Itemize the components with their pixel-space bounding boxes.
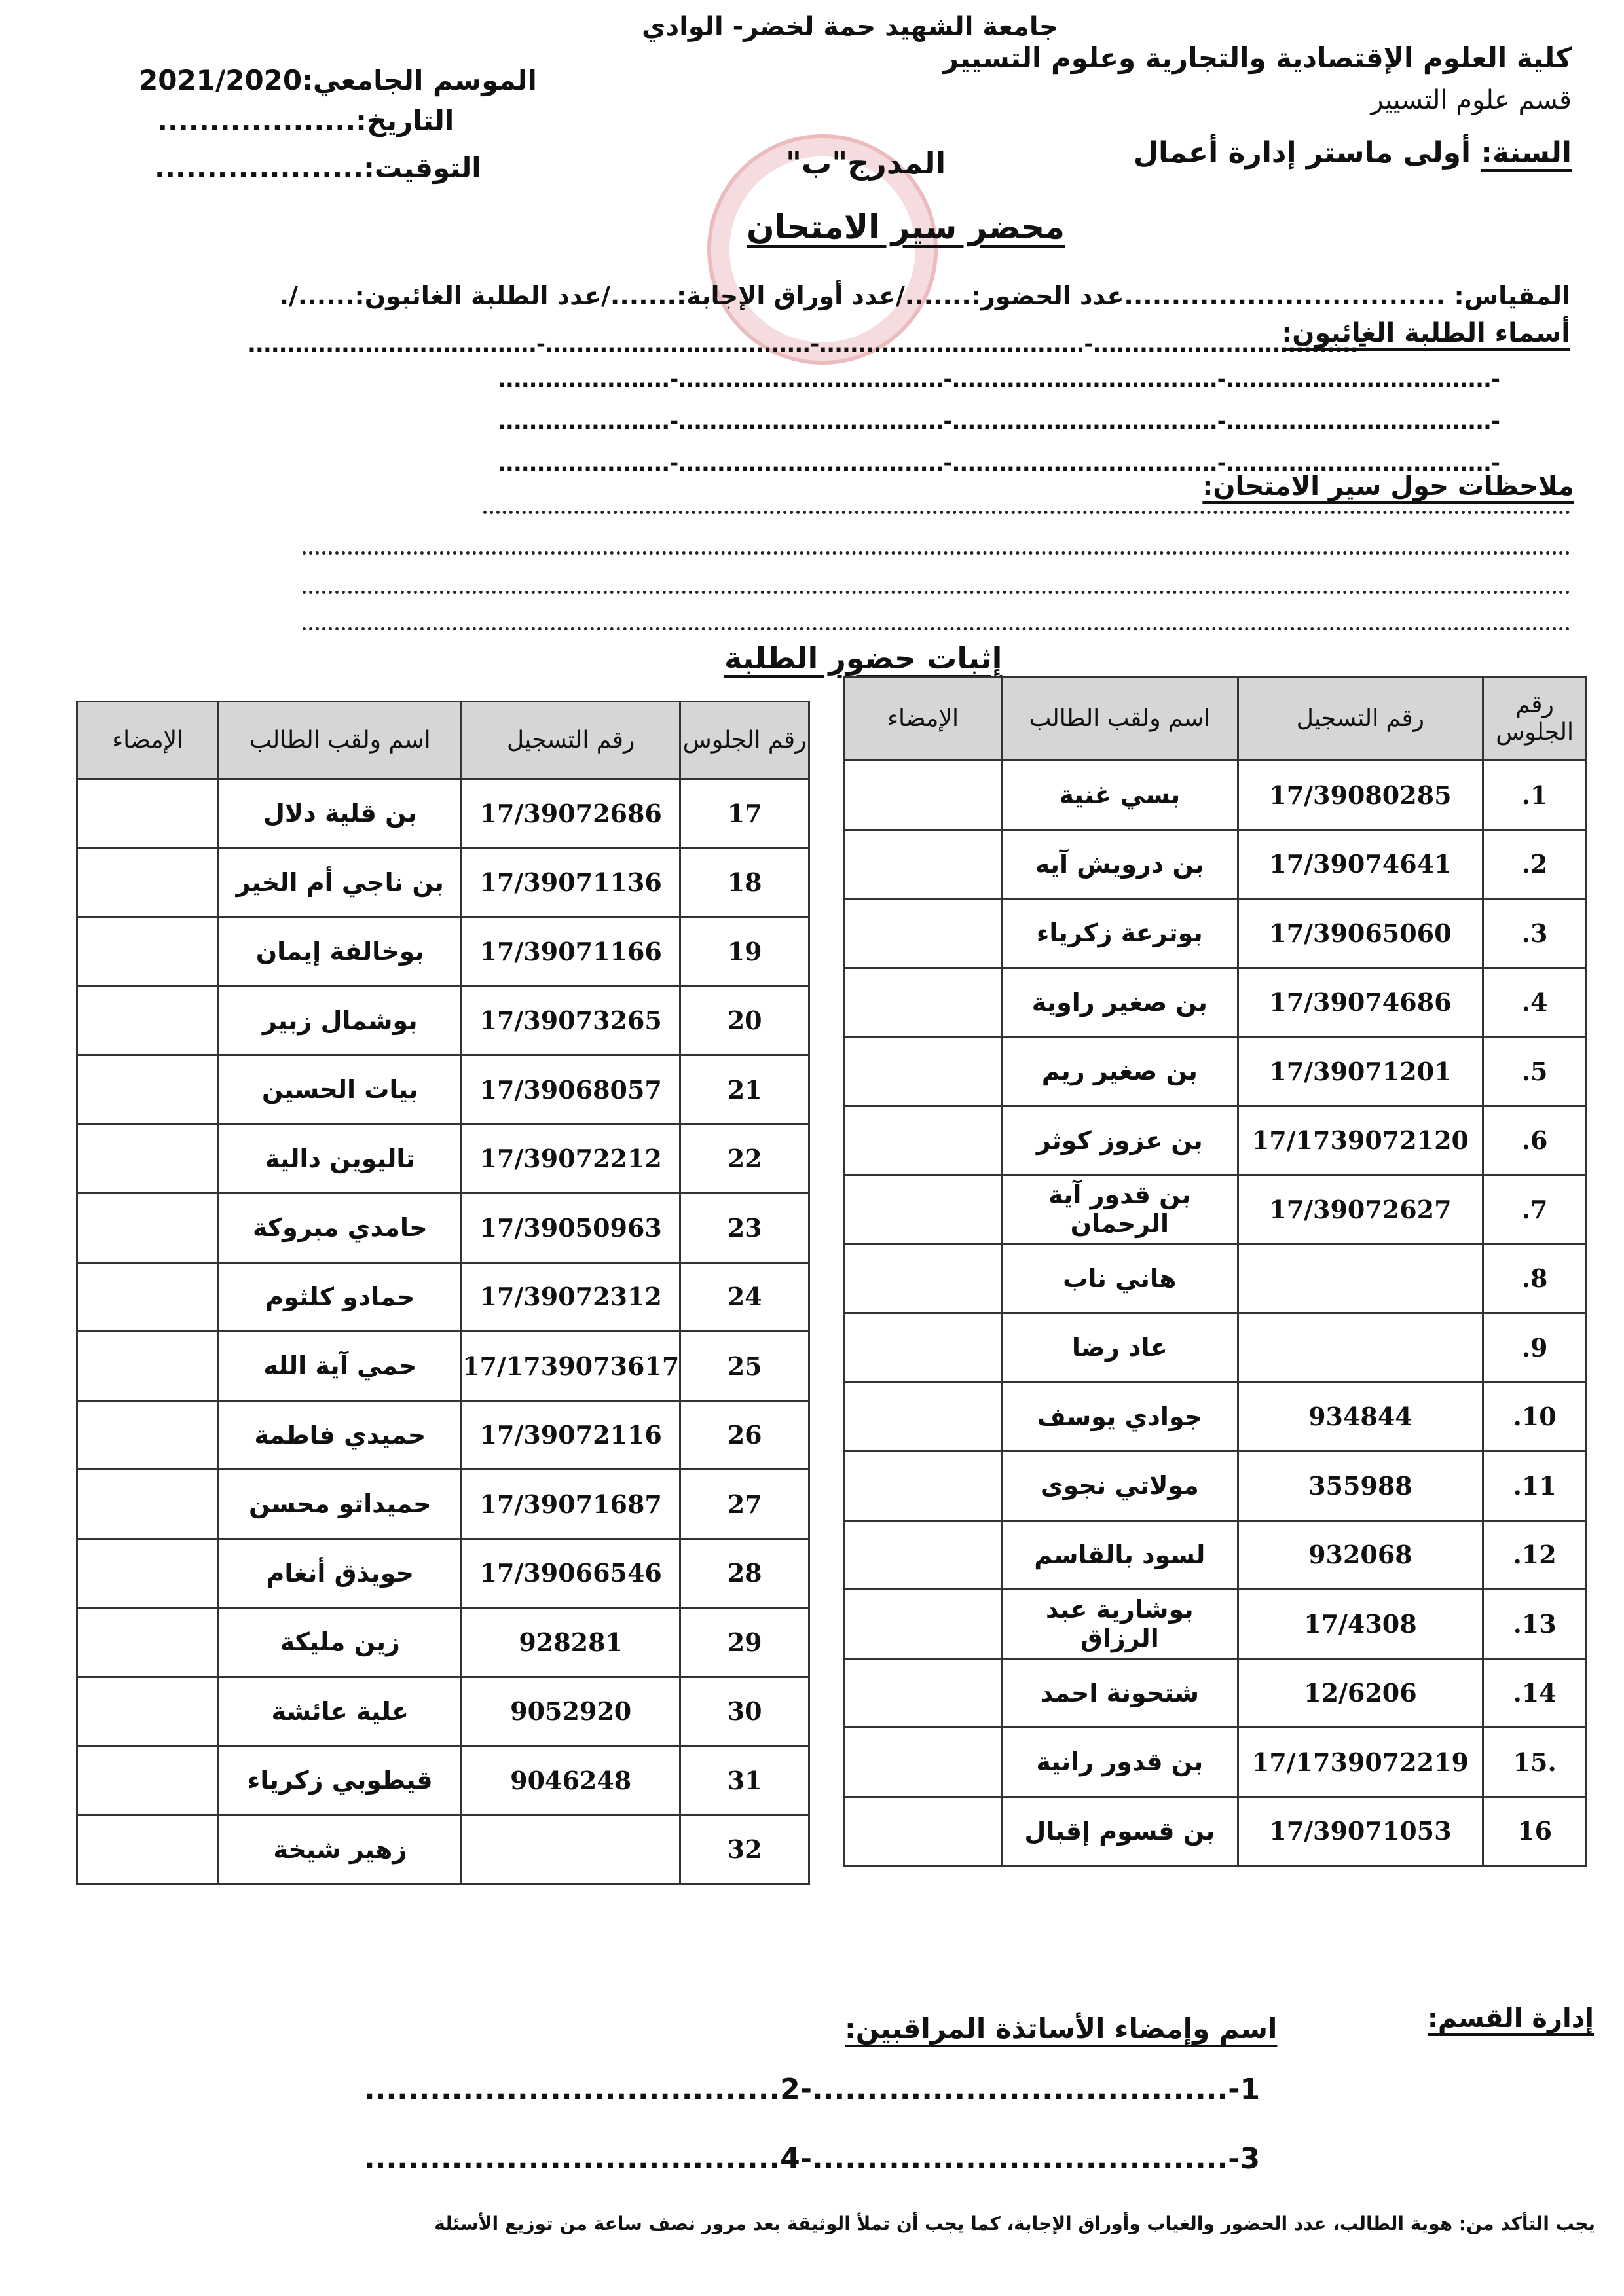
seat-number-cell: 20	[680, 986, 809, 1055]
absent-students-label: أسماء الطلبة الغائبون:	[1282, 318, 1570, 348]
table-row	[77, 1815, 809, 1884]
student-name-cell: علية عائشة	[219, 1677, 462, 1746]
student-name-cell: بن قدور آية الرحمان	[1002, 1175, 1238, 1245]
table-row	[77, 779, 809, 848]
student-name-cell: مولاتي نجوى	[1002, 1451, 1238, 1521]
department-admin-label: إدارة القسم:	[1427, 2003, 1594, 2033]
signature-cell[interactable]	[77, 1815, 219, 1884]
absent-line-1[interactable]: -..................................-..................................-..................................-.....................................	[248, 331, 1367, 357]
year-label: السنة:	[1481, 136, 1572, 170]
table-row	[845, 899, 1587, 968]
seat-number-cell: 24	[680, 1262, 809, 1332]
table-row	[845, 1037, 1587, 1106]
time-field[interactable]	[155, 152, 481, 184]
signature-cell[interactable]	[845, 1382, 1002, 1451]
table-row	[845, 1590, 1587, 1659]
registration-number-cell: 17/39071201	[1238, 1037, 1483, 1106]
seat-number-cell: 27	[680, 1470, 809, 1539]
signature-cell[interactable]	[845, 1037, 1002, 1106]
registration-number-cell	[1238, 1313, 1483, 1383]
sig-header: الإمضاء	[845, 677, 1002, 761]
signature-cell[interactable]	[77, 917, 219, 987]
student-name-cell: حامدي مبروكة	[219, 1194, 462, 1263]
name-header: اسم ولقب الطالب	[219, 702, 462, 779]
seat-number-cell: 14.	[1483, 1658, 1587, 1728]
table-row	[845, 1796, 1587, 1866]
student-name-cell: بن صغير ريم	[1002, 1037, 1238, 1106]
table-row	[845, 1728, 1587, 1797]
seat-number-cell: 12.	[1483, 1520, 1587, 1590]
seat-number-cell: 31	[680, 1746, 809, 1815]
proctor-lines-2[interactable]: 3-......................................-4......................................	[364, 2142, 1261, 2176]
registration-number-cell: 17/39072627	[1238, 1175, 1483, 1245]
student-name-cell: حمي آية الله	[219, 1332, 462, 1401]
signature-cell[interactable]	[845, 1175, 1002, 1245]
registration-number-cell	[1238, 1244, 1483, 1313]
seat-number-cell: 16	[1483, 1796, 1587, 1866]
student-name-cell: بن صغير راوية	[1002, 968, 1238, 1037]
seat-number-cell: 29	[680, 1608, 809, 1677]
registration-number-cell: 9052920	[462, 1677, 680, 1746]
registration-number-cell: 17/39071136	[462, 848, 680, 917]
table-row	[77, 1677, 809, 1746]
student-name-cell: حمادو كلثوم	[219, 1262, 462, 1332]
seat-number-cell: 23	[680, 1194, 809, 1263]
registration-number-cell	[462, 1815, 680, 1884]
registration-number-cell: 17/39073265	[462, 986, 680, 1055]
registration-number-cell: 17/4308	[1238, 1590, 1483, 1659]
sig-header: الإمضاء	[77, 702, 219, 779]
registration-number-cell: 12/6206	[1238, 1658, 1483, 1728]
date-label: التاريخ:	[356, 105, 454, 137]
signature-cell[interactable]	[845, 1313, 1002, 1383]
registration-number-cell: 17/39065060	[1238, 899, 1483, 968]
seat-number-cell: 30	[680, 1677, 809, 1746]
seat-number-cell: 19	[680, 917, 809, 987]
seat-number-cell: 17	[680, 779, 809, 848]
date-dots: ...................	[157, 105, 356, 137]
registration-number-cell: 17/39074641	[1238, 829, 1483, 899]
registration-number-cell: 17/39071053	[1238, 1796, 1483, 1866]
seat-number-cell: 8.	[1483, 1244, 1587, 1313]
registration-number-cell: 928281	[462, 1608, 680, 1677]
signature-cell[interactable]	[845, 1796, 1002, 1866]
student-name-cell: قيطوبي زكرياء	[219, 1746, 462, 1815]
notes-line-4[interactable]	[303, 627, 1570, 630]
table-row	[77, 1332, 809, 1401]
seat-number-cell: 11.	[1483, 1451, 1587, 1521]
seat-number-cell: 4.	[1483, 968, 1587, 1037]
signature-cell[interactable]	[845, 1728, 1002, 1797]
seat-number-cell: 9.	[1483, 1313, 1587, 1383]
notes-line-3[interactable]	[303, 591, 1570, 594]
attendance-table-right	[843, 676, 1587, 1867]
exam-notes-label: ملاحظات حول سير الامتحان:	[1202, 471, 1574, 501]
exam-hall: المدرج"ب"	[786, 145, 946, 181]
table-row	[845, 1106, 1587, 1175]
registration-number-cell: 17/1739072219	[1238, 1728, 1483, 1797]
student-name-cell: بوشمال زبير	[219, 986, 462, 1055]
seat-number-cell: 26	[680, 1400, 809, 1470]
table-row	[845, 1175, 1587, 1245]
department-name: قسم علوم التسيير	[1371, 85, 1572, 115]
student-name-cell: بن قدور رانية	[1002, 1728, 1238, 1797]
signature-cell[interactable]	[845, 1451, 1002, 1521]
seat-number-cell: 3.	[1483, 899, 1587, 968]
student-name-cell: لسود بالقاسم	[1002, 1520, 1238, 1590]
student-name-cell: شتحونة احمد	[1002, 1658, 1238, 1728]
signature-cell[interactable]	[845, 829, 1002, 899]
registration-number-cell: 17/39080285	[1238, 761, 1483, 830]
signature-cell[interactable]	[845, 1244, 1002, 1313]
year-value: أولى ماستر إدارة أعمال	[1133, 136, 1471, 170]
table-row	[845, 1313, 1587, 1383]
table-row	[77, 848, 809, 917]
signature-cell[interactable]	[845, 1520, 1002, 1590]
time-label: التوقيت:	[363, 152, 481, 184]
table-row	[77, 1055, 809, 1125]
academic-year	[1134, 136, 1572, 170]
registration-number-cell: 17/39071166	[462, 917, 680, 987]
registration-number-cell: 17/39074686	[1238, 968, 1483, 1037]
notes-line-1[interactable]	[483, 511, 1570, 514]
signature-cell[interactable]	[77, 1332, 219, 1401]
signature-cell[interactable]	[845, 1106, 1002, 1175]
student-name-cell: جوادي يوسف	[1002, 1382, 1238, 1451]
student-name-cell: بيات الحسين	[219, 1055, 462, 1125]
registration-number-cell: 17/39071687	[462, 1470, 680, 1539]
registration-number-cell: 17/39068057	[462, 1055, 680, 1125]
seat-number-cell: 28	[680, 1539, 809, 1608]
registration-number-cell: 934844	[1238, 1382, 1483, 1451]
table-row	[77, 1124, 809, 1194]
signature-cell[interactable]	[77, 1608, 219, 1677]
signature-cell[interactable]	[845, 899, 1002, 968]
page-title: محضر سير الامتحان	[747, 208, 1065, 246]
registration-number-cell: 17/39050963	[462, 1194, 680, 1263]
signature-cell[interactable]	[845, 1590, 1002, 1659]
table-row	[77, 1539, 809, 1608]
seat-number-cell: .15	[1483, 1728, 1587, 1797]
table-row	[845, 968, 1587, 1037]
student-name-cell: بن قسوم إقبال	[1002, 1796, 1238, 1866]
signature-cell[interactable]	[845, 1658, 1002, 1728]
table-row	[845, 1244, 1587, 1313]
absent-line-4[interactable]: -..................................-..................................-..................................-......................	[498, 450, 1500, 477]
seat-header: رقم الجلوس	[680, 702, 809, 779]
season: الموسم الجامعي:2021/2020	[139, 64, 537, 96]
table-row	[77, 1194, 809, 1263]
signature-cell[interactable]	[77, 1262, 219, 1332]
attendance-table-left	[76, 701, 810, 1885]
signature-cell[interactable]	[77, 1539, 219, 1608]
student-name-cell: بوترعة زكرياء	[1002, 899, 1238, 968]
university-name: جامعة الشهيد حمة لخضر- الوادي	[642, 12, 1058, 42]
student-name-cell: بن قلية دلال	[219, 779, 462, 848]
faculty-name: كلية العلوم الإقتصادية والتجارية وعلوم التسيير	[942, 42, 1572, 74]
table-row	[77, 1746, 809, 1815]
student-name-cell: بن ناجي أم الخير	[219, 848, 462, 917]
absent-line-2[interactable]: -..................................-..................................-..................................-......................	[498, 367, 1500, 393]
seat-number-cell: 21	[680, 1055, 809, 1125]
student-name-cell: بوخالفة إيمان	[219, 917, 462, 987]
registration-number-cell: 932068	[1238, 1520, 1483, 1590]
student-name-cell: حميداتو محسن	[219, 1470, 462, 1539]
registration-number-cell: 9046248	[462, 1746, 680, 1815]
signature-cell[interactable]	[77, 1470, 219, 1539]
signature-cell[interactable]	[77, 1677, 219, 1746]
student-name-cell: عاد رضا	[1002, 1313, 1238, 1383]
seat-number-cell: 6.	[1483, 1106, 1587, 1175]
seat-number-cell: 7.	[1483, 1175, 1587, 1245]
student-name-cell: بن عزوز كوثر	[1002, 1106, 1238, 1175]
table-row	[77, 1470, 809, 1539]
student-name-cell: بوشارية عبد الرزاق	[1002, 1590, 1238, 1659]
student-name-cell: زهير شيخة	[219, 1815, 462, 1884]
table-row	[845, 1382, 1587, 1451]
seat-number-cell: 32	[680, 1815, 809, 1884]
table-row	[77, 986, 809, 1055]
student-name-cell: حويذق أنغام	[219, 1539, 462, 1608]
seat-number-cell: 18	[680, 848, 809, 917]
student-name-cell: بن درويش آيه	[1002, 829, 1238, 899]
seat-number-cell: 22	[680, 1124, 809, 1194]
proctors-label: اسم وإمضاء الأساتذة المراقبين:	[845, 2013, 1278, 2045]
signature-cell[interactable]	[77, 1194, 219, 1263]
registration-number-cell: 17/1739073617	[462, 1332, 680, 1401]
signature-cell[interactable]	[845, 968, 1002, 1037]
student-name-cell: هاني ناب	[1002, 1244, 1238, 1313]
signature-cell[interactable]	[77, 779, 219, 848]
signature-cell[interactable]	[77, 986, 219, 1055]
signature-cell[interactable]	[77, 1400, 219, 1470]
table-row	[845, 829, 1587, 899]
registration-number-cell: 17/39072212	[462, 1124, 680, 1194]
registration-number-cell: 355988	[1238, 1451, 1483, 1521]
reg-header: رقم التسجيل	[462, 702, 680, 779]
date-field[interactable]	[157, 105, 454, 137]
attendance-title: إثبات حضور الطلبة	[724, 640, 1003, 676]
student-name-cell: حميدي فاطمة	[219, 1400, 462, 1470]
seat-number-cell: 1.	[1483, 761, 1587, 830]
table-row	[845, 761, 1587, 830]
exam-info-line[interactable]: المقياس: ..................................عدد الحضور:......./عدد أوراق الإجابة:......./عدد الطلبة الغائبون:....../.	[279, 282, 1570, 310]
proctor-lines-1[interactable]: 1-......................................-2......................................	[364, 2073, 1261, 2106]
table-row	[77, 917, 809, 987]
seat-number-cell: 5.	[1483, 1037, 1587, 1106]
name-header: اسم ولقب الطالب	[1002, 677, 1238, 761]
absent-line-3[interactable]: -..................................-..................................-..................................-......................	[498, 409, 1500, 435]
registration-number-cell: 17/1739072120	[1238, 1106, 1483, 1175]
table-row	[845, 1520, 1587, 1590]
signature-cell[interactable]	[77, 1746, 219, 1815]
reg-header: رقم التسجيل	[1238, 677, 1483, 761]
registration-number-cell: 17/39066546	[462, 1539, 680, 1608]
registration-number-cell: 17/39072312	[462, 1262, 680, 1332]
student-name-cell: بسي غنية	[1002, 761, 1238, 830]
table-row	[77, 1262, 809, 1332]
student-name-cell: تاليوين دالية	[219, 1124, 462, 1194]
table-row	[77, 1608, 809, 1677]
table-row	[845, 1451, 1587, 1521]
seat-number-cell: 13.	[1483, 1590, 1587, 1659]
footer-note: يجب التأكد من: هوية الطالب، عدد الحضور والغياب وأوراق الإجابة، كما يجب أن تملأ الوثيقة بعد مرور نصف ساعة من توزيع الأسئلة	[434, 2213, 1595, 2234]
signature-cell[interactable]	[845, 761, 1002, 830]
seat-number-cell: 25	[680, 1332, 809, 1401]
notes-line-2[interactable]	[303, 551, 1570, 555]
signature-cell[interactable]	[77, 1124, 219, 1194]
seat-number-cell: 2.	[1483, 829, 1587, 899]
signature-cell[interactable]	[77, 848, 219, 917]
seat-header: رقم الجلوس	[1483, 677, 1587, 761]
registration-number-cell: 17/39072686	[462, 779, 680, 848]
signature-cell[interactable]	[77, 1055, 219, 1125]
student-name-cell: زين مليكة	[219, 1608, 462, 1677]
seat-number-cell: 10.	[1483, 1382, 1587, 1451]
time-dots: ....................	[155, 152, 364, 184]
registration-number-cell: 17/39072116	[462, 1400, 680, 1470]
table-row	[77, 1400, 809, 1470]
table-row	[845, 1658, 1587, 1728]
